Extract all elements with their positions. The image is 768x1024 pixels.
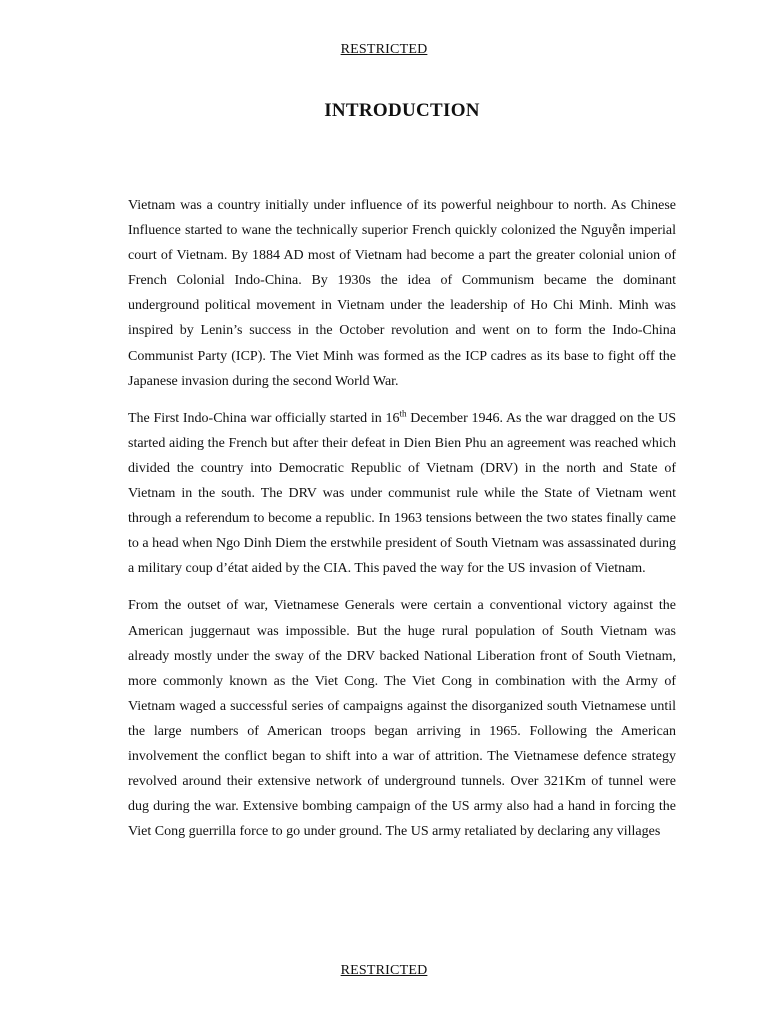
paragraph-2 [128, 406, 676, 582]
header-classification-marking: RESTRICTED [340, 42, 428, 57]
paragraph-2-text-end: December 1946. As the war dragged on the US started aiding the French but after their defeat in Dien Bien Phu an agreement was reached which divided the country into Democratic Republic of Vietnam (DRV) in the north and State of Vietnam in the south. The DRV was under communist rule while the State of Vietnam went through a referendum to become a republic. In 1963 tensions between the two states finally came to a head when Ngo Dinh Diem the erstwhile president of South Vietnam was assassinated during a military coup d’état aided by the CIA. This paved the way for the US invasion of Vietnam. [128, 410, 677, 577]
paragraph-3: From the outset of war, Vietnamese Generals were certain a conventional victory against the American juggernaut was impossible. But the huge rural population of South Vietnam was already mostly under the sway of the DRV backed National Liberation front of South Vietnam, more commonly known as the Viet Cong. The Viet Cong in combination with the Army of Vietnam waged a successful series of campaigns against the disorganized south Vietnamese until the large numbers of American troops began arriving in 1965. Following the American involvement the conflict began to shift into a war of attrition. The Vietnamese defence strategy revolved around their extensive network of underground tunnels. Over 321Km of tunnel were dug during the war. Extensive bombing campaign of the US army also had a hand in forcing the Viet Cong guerrilla force to go under ground. The US army retaliated by declaring any villages [128, 598, 676, 840]
page-title: INTRODUCTION [324, 100, 480, 121]
footer-classification-marking: RESTRICTED [340, 963, 428, 978]
paragraph-1: Vietnam was a country initially under influence of its powerful neighbour to north. As Chinese Influence started to wane the technically superior French quickly colonized the Nguyễn imperial court of Vietnam. By 1884 AD most of Vietnam had become a part the greater colonial union of French Colonial Indo-China. By 1930s the idea of Communism became the dominant underground political movement in Vietnam under the leadership of Ho Chi Minh. Minh was inspired by Lenin’s success in the October revolution and went on to form the Indo-China Communist Party (ICP). The Viet Minh was formed as the ICP cadres as its base to fight off the Japanese invasion during the second World War. [128, 198, 676, 389]
ordinal-superscript: th [399, 408, 407, 419]
body-text [128, 193, 676, 856]
paragraph-2-text-start: The First Indo-China war officially started in 16 [128, 410, 400, 426]
